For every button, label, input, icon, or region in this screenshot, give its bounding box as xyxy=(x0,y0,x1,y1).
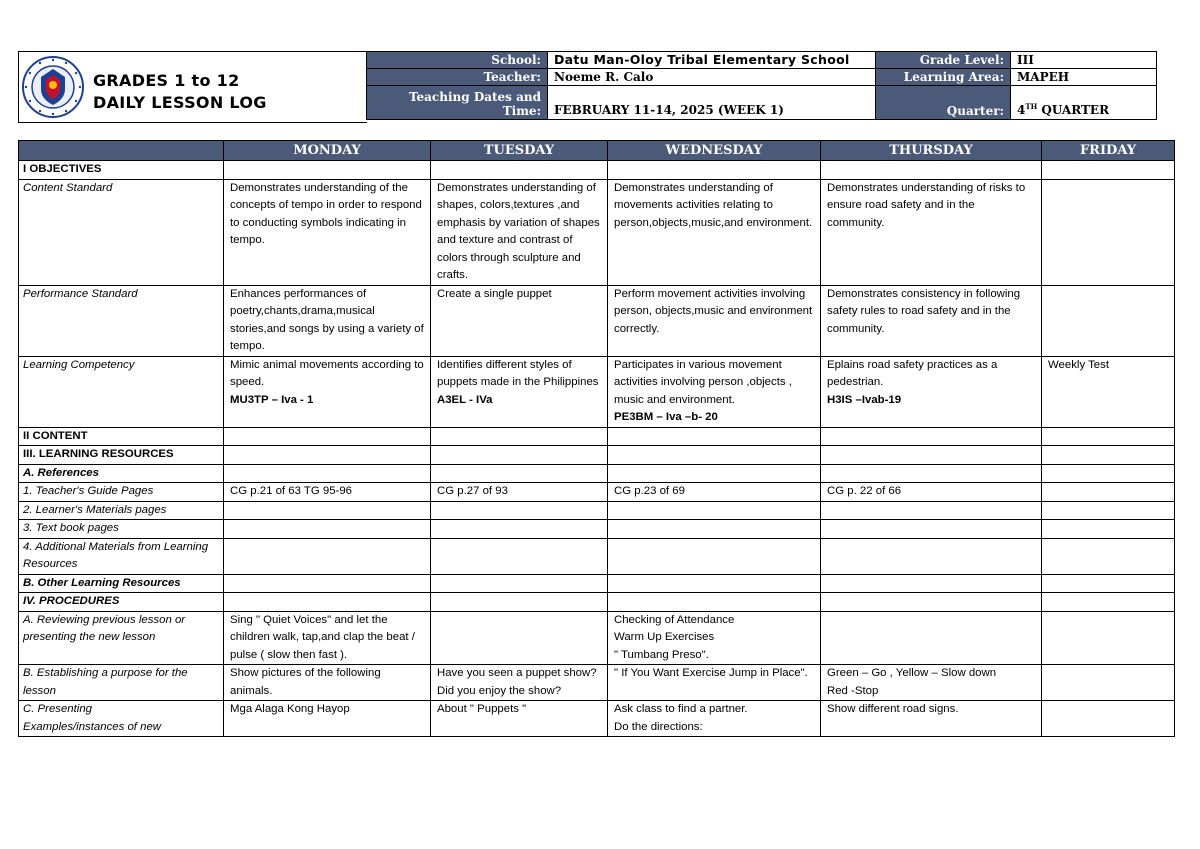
references-row xyxy=(19,464,1175,483)
other-resources-row xyxy=(19,574,1175,593)
presenting-label-line: C. Presenting xyxy=(23,703,93,715)
presenting-monday: Mga Alaga Kong Hayop xyxy=(224,701,431,737)
purpose-friday xyxy=(1042,665,1175,701)
procedures-row xyxy=(19,593,1175,612)
row-label-reviewing: A. Reviewing previous lesson or presenting the new lesson xyxy=(19,611,224,665)
quarter-text: QUARTER xyxy=(1037,103,1110,117)
dates-label-line1: Teaching Dates and xyxy=(408,90,541,104)
teachers-guide-row xyxy=(19,483,1175,502)
learning-competency-tuesday xyxy=(431,356,608,427)
quarter-label: Quarter: xyxy=(876,86,1011,120)
reviewing-tuesday xyxy=(431,611,608,665)
reviewing-line: " Tumbang Preso". xyxy=(614,648,709,661)
teacher-label: Teacher: xyxy=(367,69,548,86)
row-label-learners-materials: 2. Learner's Materials pages xyxy=(19,501,224,520)
purpose-monday: Show pictures of the following animals. xyxy=(224,665,431,701)
competency-code: PE3BM – Iva –b- 20 xyxy=(614,411,718,423)
school-label: School: xyxy=(367,52,548,69)
log-title-line2: DAILY LESSON LOG xyxy=(93,93,267,112)
row-label-teachers-guide: 1. Teacher's Guide Pages xyxy=(19,483,224,502)
content-standard-monday: Demonstrates understanding of the concepts of tempo in order to respond to conducting symbols indicating in tempo. xyxy=(224,179,431,285)
content-standard-friday xyxy=(1042,179,1175,285)
competency-text: Identifies different styles of puppets made in the Philippines xyxy=(437,358,599,388)
competency-text: Mimic animal movements according to speed. xyxy=(230,358,424,388)
row-label-content: II CONTENT xyxy=(19,427,224,446)
purpose-wednesday: " If You Want Exercise Jump in Place". xyxy=(608,665,821,701)
teachers-guide-thursday: CG p. 22 of 66 xyxy=(821,483,1042,502)
dates-label xyxy=(367,86,548,120)
school-value: Datu Man-Oloy Tribal Elementary School xyxy=(548,52,876,69)
lesson-log-table xyxy=(18,140,1175,737)
purpose-tuesday: Have you seen a puppet show?Did you enjoy the show? xyxy=(431,665,608,701)
row-label-references: A. References xyxy=(19,464,224,483)
row-label-procedures: IV. PROCEDURES xyxy=(19,593,224,612)
reviewing-wednesday xyxy=(608,611,821,665)
presenting-line: Do the directions: xyxy=(614,720,703,733)
day-header-monday: MONDAY xyxy=(224,141,431,161)
learning-competency-friday: Weekly Test xyxy=(1042,356,1175,427)
teachers-guide-wednesday: CG p.23 of 69 xyxy=(608,483,821,502)
presenting-friday xyxy=(1042,701,1175,737)
competency-text: Participates in various movement activities involving person ,objects , music and environment. xyxy=(614,358,792,406)
performance-standard-row xyxy=(19,285,1175,356)
learning-competency-wednesday xyxy=(608,356,821,427)
dates-value: FEBRUARY 11-14, 2025 (WEEK 1) xyxy=(548,86,876,120)
additional-materials-row xyxy=(19,538,1175,574)
corner-cell xyxy=(19,141,224,161)
competency-text: Eplains road safety practices as a pedestrian. xyxy=(827,358,998,388)
performance-standard-friday xyxy=(1042,285,1175,356)
log-title-line1: GRADES 1 to 12 xyxy=(93,71,240,90)
reviewing-line: Checking of Attendance xyxy=(614,613,735,626)
performance-standard-wednesday: Perform movement activities involving person, objects,music and environment correctly. xyxy=(608,285,821,356)
day-header-row xyxy=(19,141,1175,161)
deped-seal-icon xyxy=(21,55,85,119)
presenting-wednesday xyxy=(608,701,821,737)
quarter-number: 4 xyxy=(1017,103,1026,117)
learning-resources-row xyxy=(19,446,1175,465)
learning-competency-thursday xyxy=(821,356,1042,427)
row-label-other-resources: B. Other Learning Resources xyxy=(19,574,224,593)
day-header-friday: FRIDAY xyxy=(1042,141,1175,161)
row-label-learning-resources: III. LEARNING RESOURCES xyxy=(19,446,224,465)
grade-level-label: Grade Level: xyxy=(876,52,1011,69)
content-standard-row xyxy=(19,179,1175,285)
presenting-thursday: Show different road signs. xyxy=(821,701,1042,737)
header-title-box xyxy=(18,51,367,123)
teachers-guide-monday: CG p.21 of 63 TG 95-96 xyxy=(224,483,431,502)
performance-standard-thursday: Demonstrates consistency in following safety rules to road safety and in the community. xyxy=(821,285,1042,356)
learning-area-label: Learning Area: xyxy=(876,69,1011,86)
reviewing-monday: Sing " Quiet Voices" and let the children walk, tap,and clap the beat / pulse ( slow then fast ). xyxy=(224,611,431,665)
row-label-textbook: 3. Text book pages xyxy=(19,520,224,539)
row-label-presenting xyxy=(19,701,224,737)
reviewing-friday xyxy=(1042,611,1175,665)
competency-code: MU3TP – Iva - 1 xyxy=(230,393,314,406)
row-label-learning-competency: Learning Competency xyxy=(19,356,224,427)
teachers-guide-friday xyxy=(1042,483,1175,502)
row-label-purpose: B. Establishing a purpose for the lesson xyxy=(19,665,224,701)
learners-materials-row xyxy=(19,501,1175,520)
reviewing-row xyxy=(19,611,1175,665)
presenting-tuesday: About " Puppets " xyxy=(431,701,608,737)
performance-standard-monday: Enhances performances of poetry,chants,drama,musical stories,and songs by using a variety of tempo. xyxy=(224,285,431,356)
reviewing-line: Warm Up Exercises xyxy=(614,631,715,643)
content-standard-wednesday: Demonstrates understanding of movements activities relating to person,objects,music,and environment. xyxy=(608,179,821,285)
performance-standard-tuesday: Create a single puppet xyxy=(431,285,608,356)
teacher-value: Noeme R. Calo xyxy=(548,69,876,86)
competency-code: A3EL - IVa xyxy=(437,393,493,406)
row-label-performance-standard: Performance Standard xyxy=(19,285,224,356)
content-row xyxy=(19,427,1175,446)
row-label-objectives: I OBJECTIVES xyxy=(19,161,224,180)
presenting-label-line: Examples/instances of new xyxy=(23,720,162,733)
content-standard-tuesday: Demonstrates understanding of shapes, colors,textures ,and emphasis by variation of shapes and texture and contrast of colors through sculpture and crafts. xyxy=(431,179,608,285)
purpose-line: Red -Stop xyxy=(827,684,879,697)
day-header-thursday: THURSDAY xyxy=(821,141,1042,161)
content-standard-thursday: Demonstrates understanding of risks to ensure road safety and in the community. xyxy=(821,179,1042,285)
dates-label-line2: Time: xyxy=(502,104,541,118)
grade-level-value: III xyxy=(1011,52,1157,69)
row-label-content-standard: Content Standard xyxy=(19,179,224,285)
purpose-thursday xyxy=(821,665,1042,701)
row-label-additional-materials: 4. Additional Materials from Learning Resources xyxy=(19,538,224,574)
header-info-table xyxy=(366,51,1157,120)
objectives-row xyxy=(19,161,1175,180)
competency-code: H3IS –Ivab-19 xyxy=(827,393,902,406)
lesson-log-header xyxy=(18,51,1173,123)
learning-competency-row xyxy=(19,356,1175,427)
reviewing-thursday xyxy=(821,611,1042,665)
presenting-row xyxy=(19,701,1175,737)
quarter-value xyxy=(1011,86,1157,120)
quarter-suffix: TH xyxy=(1025,102,1038,111)
purpose-line: Green – Go , Yellow – Slow down xyxy=(827,667,997,679)
learning-competency-monday xyxy=(224,356,431,427)
textbook-row xyxy=(19,520,1175,539)
presenting-line: Ask class to find a partner. xyxy=(614,703,748,715)
day-header-tuesday: TUESDAY xyxy=(431,141,608,161)
learning-area-value: MAPEH xyxy=(1011,69,1157,86)
purpose-row xyxy=(19,665,1175,701)
day-header-wednesday: WEDNESDAY xyxy=(608,141,821,161)
teachers-guide-tuesday: CG p.27 of 93 xyxy=(431,483,608,502)
log-title xyxy=(93,70,267,114)
